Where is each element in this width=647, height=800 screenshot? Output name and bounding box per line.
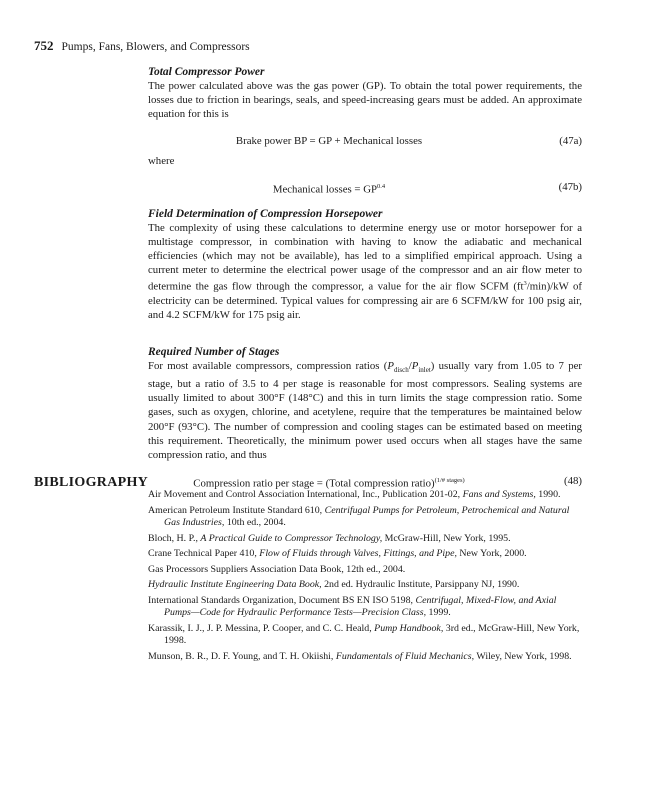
entry-text: 1999. — [426, 607, 451, 619]
bibliography-entry — [148, 579, 582, 591]
entry-text: Munson, B. R., D. F. Young, and T. H. Okiishi, — [148, 650, 336, 662]
equation-text: Brake power BP = GP + Mechanical losses — [235, 134, 423, 147]
paragraph — [148, 221, 582, 323]
entry-text: 1990. — [535, 489, 561, 500]
running-head — [34, 38, 250, 54]
body-text — [148, 65, 582, 501]
superscript: 3 — [523, 280, 527, 288]
entry-text: New York, 2000. — [456, 548, 527, 560]
equation-number: (47b) — [558, 180, 582, 193]
slash: / — [408, 359, 412, 372]
section-total-compressor-power — [148, 65, 582, 194]
bibliography-entry — [148, 623, 582, 648]
entry-title: Hydraulic Institute Engineering Data Book, — [148, 579, 322, 591]
bibliography-entry — [148, 533, 582, 545]
entry-text: Crane Technical Paper 410, — [148, 548, 260, 560]
equation-exponent: (1/# stages) — [434, 477, 465, 485]
equation-48 — [148, 474, 582, 488]
entry-text: 10th ed., 2004. — [224, 517, 286, 528]
paragraph: The power calculated above was the gas power (GP). To obtain the total power requirements, the losses due to friction in bearings, seals, and speed-increasing gears must be added. An approximate equation for this is — [148, 80, 582, 121]
bibliography-entry — [148, 489, 582, 501]
equation-exponent: 0.4 — [377, 182, 386, 190]
entry-text: International Standards Organization, Document BS EN ISO 5198, — [148, 594, 416, 606]
equation-number: (48) — [564, 475, 582, 488]
entry-text: 3rd ed., McGraw-Hill, New York, 1998. — [164, 622, 580, 647]
entry-text: Air Movement and Control Association International, Inc., Publication 201-02, — [148, 489, 463, 500]
section-title: Required Number of Stages — [148, 345, 280, 358]
paragraph-text: /min)/kW of electricity can be determined. Typical values for compressing air are 6 SCFM/kW for 100 psig air, and 4.2 SCFM/kW for 175 psig air. — [148, 281, 582, 322]
entry-title: A Practical Guide to Compressor Technology, — [200, 532, 383, 544]
equation-number: (47a) — [559, 134, 582, 147]
entry-title: Fundamentals of Fluid Mechanics, — [335, 650, 475, 662]
bibliography-entry — [148, 548, 582, 560]
bibliography-heading: BIBLIOGRAPHY — [34, 474, 149, 490]
paragraph-text: ) usually vary from 1.05 to 7 per stage, but a ratio of 3.5 to 4 per stage is reasonable for most compressors. Sealing systems are usually limited to about 300°F (148°C) and this in turn limits the stage compression ratio. Some gases, such as oxygen, chlorine, and acetylene, require that the temperatures be maintained below 200°F (93°C). The number of compression and cooling stages can be estimated based on meeting this requirement. Theoretically, the minimum power used occurs when all stages have the same compression ratio, and thus — [148, 359, 582, 461]
entry-text: American Petroleum Institute Standard 610, — [148, 504, 325, 516]
bibliography-entry — [148, 564, 582, 576]
entry-title: Fans and Systems, — [462, 489, 536, 500]
section-title: Field Determination of Compression Horsepower — [148, 207, 383, 220]
entry-title: Centrifugal Pumps for Petroleum, Petrochemical and Natural Gas Industries, — [164, 504, 570, 528]
entry-text: 2nd ed. Hydraulic Institute, Parsippany NJ, 1990. — [321, 579, 520, 591]
equation-47a — [148, 134, 582, 148]
entry-text: Bloch, H. P., — [148, 532, 201, 544]
entry-text: Karassik, I. J., J. P. Messina, P. Cooper, and C. C. Heald, — [148, 622, 375, 634]
paragraph — [148, 359, 582, 463]
running-title: Pumps, Fans, Blowers, and Compressors — [61, 41, 250, 53]
equation-text — [148, 180, 510, 197]
entry-title: Flow of Fluids through Valves, Fittings, and Pipe, — [259, 548, 457, 560]
bibliography-list — [148, 489, 582, 667]
subscript: disch — [393, 365, 409, 374]
variable-p: P — [387, 359, 394, 372]
paragraph-text: For most available compressors, compression ratios ( — [148, 359, 388, 372]
where-label: where — [148, 154, 175, 167]
subscript: inlet — [418, 365, 431, 374]
section-required-stages — [148, 345, 582, 489]
variable-p: P — [411, 359, 419, 372]
section-title: Total Compressor Power — [148, 66, 265, 78]
bibliography-entry — [148, 505, 582, 530]
page-number: 752 — [34, 38, 54, 53]
equation-47b — [148, 180, 582, 194]
paragraph-text: The complexity of using these calculations to determine energy use or motor horsepower for a multistage compressor, in combination with having to know the adiabatic and mechanical efficiencies (which may not be available), has led to a simplified empirical approach. Using a current meter to determine the electrical power usage of the compressor and an air flow meter to determine the gas flow through the compressor, a value for the air flow SCFM (ft — [148, 221, 582, 294]
entry-text: McGraw-Hill, New York, 1995. — [382, 532, 511, 544]
equation-body: Compression ratio per stage = (Total compression ratio) — [193, 477, 435, 490]
bibliography-entry — [148, 651, 582, 663]
section-field-determination — [148, 207, 582, 323]
entry-title: Pump Handbook, — [374, 622, 444, 634]
entry-text: Gas Processors Suppliers Association Data Book, 12th ed., 2004. — [148, 563, 406, 575]
equation-body: Mechanical losses = GP — [272, 183, 378, 196]
bibliography-entry — [148, 595, 582, 620]
entry-text: Wiley, New York, 1998. — [474, 650, 572, 662]
entry-title: Centrifugal, Mixed-Flow, and Axial Pumps—Code for Hydraulic Performance Tests—Precision Class, — [164, 594, 557, 619]
